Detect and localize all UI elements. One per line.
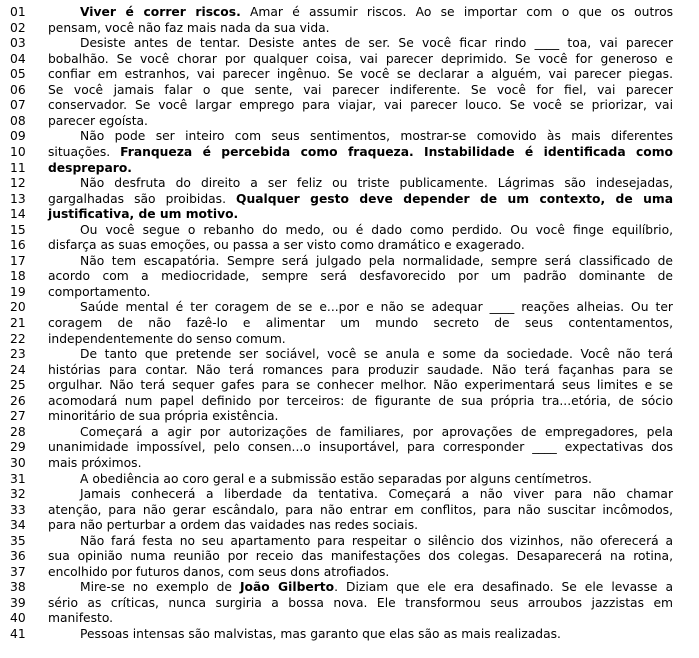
text-segment: mais próximos. (48, 455, 142, 470)
line-number: 01 (10, 5, 26, 19)
text-segment: coragem de não fazê-lo e alimentar um mundo secreto de seus contentamentos, (48, 316, 673, 330)
line-number: 08 (10, 113, 26, 128)
line-number: 13 (10, 191, 26, 206)
text-segment: sério as críticas, nunca surgiria a bossa nova. Ele transformou seus arroubos jazzistas em (48, 595, 673, 610)
line-text (48, 456, 673, 471)
text-line (0, 565, 699, 580)
text-segment: Começará a agir por autorizações de familiares, por aprovações de empregadores, pela (80, 424, 673, 439)
text-line (0, 129, 699, 144)
line-text (48, 316, 673, 331)
line-text (48, 472, 673, 487)
line-text (48, 129, 673, 144)
text-line (0, 332, 699, 347)
line-text (48, 425, 673, 440)
line-number: 22 (10, 331, 26, 346)
line-number: 31 (10, 471, 26, 486)
line-text (48, 300, 673, 315)
line-text (48, 36, 673, 51)
line-text (48, 207, 673, 222)
text-segment: . Diziam que ele era desafinado. Se ele levasse a (334, 580, 674, 595)
text-line (0, 440, 699, 455)
text-segment: De tanto que pretende ser sociável, você se anula e some da sociedade. Você não terá (80, 347, 673, 362)
line-number: 03 (10, 36, 26, 51)
line-number: 04 (10, 51, 26, 66)
line-text (48, 83, 673, 98)
text-line (0, 300, 699, 315)
text-line (0, 580, 699, 595)
line-number: 09 (10, 129, 26, 144)
text-line (0, 161, 699, 176)
line-text (48, 223, 673, 238)
bold-text: João Gilberto (239, 580, 335, 595)
text-line (0, 549, 699, 564)
line-number: 21 (10, 316, 26, 330)
text-segment: orgulhar. Não terá sequer gafes para se conhecer melhor. Não experimentará seus limites e se (48, 378, 673, 393)
line-number: 27 (10, 409, 26, 424)
text-line (0, 487, 699, 502)
line-text (48, 565, 673, 580)
line-text (48, 549, 673, 564)
bold-text: justificativa, de um motivo. (48, 207, 239, 222)
line-number: 07 (10, 98, 26, 113)
text-segment: Pessoas intensas são malvistas, mas garanto que elas são as mais realizadas. (80, 627, 561, 641)
text-line (0, 456, 699, 471)
line-text (48, 67, 673, 82)
text-line (0, 347, 699, 362)
text-line (0, 378, 699, 393)
text-segment: bobalhão. Se você chorar por qualquer coisa, vai parecer deprimido. Se você for generoso e (48, 51, 673, 66)
line-number: 38 (10, 580, 26, 595)
text-segment: pensam, você não faz mais nada da sua vida. (48, 20, 330, 35)
text-segment: Amar é assumir riscos. Ao se importar com o que os outros (240, 5, 673, 19)
line-text (48, 534, 673, 549)
line-text (48, 285, 673, 300)
line-number: 33 (10, 502, 26, 517)
text-segment: disfarça as suas emoções, ou passa a ser visto como dramático e exagerado. (48, 238, 525, 253)
line-text (48, 98, 673, 113)
text-segment: acomodará num papel definido por terceiros: de figurante de sua própria tra...etória, de sócio (48, 393, 673, 408)
line-text (48, 627, 673, 642)
text-line (0, 363, 699, 378)
text-line (0, 425, 699, 440)
text-line (0, 534, 699, 549)
line-text (48, 52, 673, 67)
text-line (0, 611, 699, 626)
text-line (0, 596, 699, 611)
line-number: 10 (10, 144, 26, 159)
line-text (48, 378, 673, 393)
line-number: 28 (10, 424, 26, 439)
line-text (48, 332, 673, 347)
text-segment: confiar em estranhos, vai parecer ingênuo. Se você se declarar a alguém, vai parecer piegas. (48, 67, 673, 82)
line-number: 30 (10, 455, 26, 470)
line-text (48, 611, 673, 626)
line-text (48, 238, 673, 253)
text-segment: Ou você segue o rebanho do medo, ou é dado como perdido. Ou você finge equilíbrio, (80, 222, 673, 237)
text-line (0, 238, 699, 253)
line-number: 06 (10, 82, 26, 97)
bold-text: despreparo. (48, 160, 132, 175)
text-segment: acordo com a mediocridade, sempre será desfavorecido por um padrão dominante de (48, 269, 673, 284)
text-line (0, 52, 699, 67)
line-text (48, 347, 673, 362)
text-line (0, 627, 699, 642)
line-number: 18 (10, 269, 26, 284)
text-segment: situações. (48, 144, 121, 159)
line-number: 24 (10, 362, 26, 377)
line-text (48, 269, 673, 284)
text-line (0, 316, 699, 331)
text-segment: Não tem escapatória. Sempre será julgado pela normalidade, sempre será classificado de (80, 253, 673, 268)
line-number: 29 (10, 440, 26, 455)
text-segment: minoritário de sua própria existência. (48, 409, 279, 424)
line-number: 12 (10, 176, 26, 191)
line-text (48, 440, 673, 455)
text-segment: para não perturbar a ordem das vaidades nas redes sociais. (48, 518, 419, 533)
text-line (0, 114, 699, 129)
line-number: 15 (10, 222, 26, 237)
line-number: 25 (10, 378, 26, 393)
line-number: 32 (10, 487, 26, 502)
text-line (0, 394, 699, 409)
line-number: 05 (10, 67, 26, 82)
text-segment: Jamais conhecerá a liberdade da tentativa. Começará a não viver para não chamar (80, 487, 673, 502)
line-text (48, 503, 673, 518)
text-line (0, 98, 699, 113)
line-number: 11 (10, 160, 26, 175)
line-text (48, 161, 673, 176)
text-line (0, 409, 699, 424)
line-text (48, 176, 673, 191)
text-segment: Mire-se no exemplo de (80, 580, 240, 595)
text-line (0, 472, 699, 487)
line-number: 41 (10, 627, 26, 641)
line-number: 34 (10, 518, 26, 533)
text-line (0, 269, 699, 284)
text-segment: Não fará festa no seu apartamento para respeitar o silêncio dos vizinhos, não oferecerá a (80, 533, 673, 548)
text-segment: conservador. Se você largar emprego para viajar, vai parecer louco. Se você se priorizar, vai (48, 98, 673, 113)
text-segment: sua opinião numa reunião por receio das manifestações dos colegas. Desaparecerá na rotina, (48, 549, 673, 564)
line-text (48, 580, 673, 595)
text-line (0, 83, 699, 98)
text-segment: Desiste antes de tentar. Desiste antes de ser. Se você ficar rindo ____ toa, vai parecer (80, 36, 673, 51)
text-segment: Saúde mental é ter coragem de se e...por e não se adequar ____ reações alheias. Ou ter (80, 300, 673, 315)
line-number: 39 (10, 595, 26, 610)
text-segment: parecer egoísta. (48, 113, 148, 128)
line-number: 20 (10, 300, 26, 315)
text-line (0, 192, 699, 207)
line-text (48, 518, 673, 533)
line-text (48, 394, 673, 409)
text-segment: A obediência ao coro geral e a submissão estão separadas por alguns centímetros. (80, 471, 592, 486)
text-segment: histórias para contar. Não terá romances para produzir saudade. Não terá façanhas para se (48, 362, 673, 377)
line-text (48, 254, 673, 269)
text-segment: unanimidade impossível, pelo consen...o insuportável, para corresponder ____ expectativas dos (48, 440, 673, 455)
text-line (0, 254, 699, 269)
line-number: 16 (10, 238, 26, 253)
line-number: 14 (10, 207, 26, 222)
text-segment: manifesto. (48, 611, 114, 626)
line-text (48, 363, 673, 378)
line-text (48, 114, 673, 129)
text-segment: comportamento. (48, 284, 151, 299)
line-text (48, 5, 673, 20)
line-number: 26 (10, 393, 26, 408)
text-segment: encolhido por futuros danos, com seus dons atrofiados. (48, 564, 390, 579)
line-text (48, 487, 673, 502)
text-line (0, 223, 699, 238)
line-number: 23 (10, 347, 26, 362)
line-text (48, 409, 673, 424)
line-number: 35 (10, 533, 26, 548)
line-text (48, 145, 673, 160)
text-line (0, 518, 699, 533)
line-number: 37 (10, 564, 26, 579)
line-number: 17 (10, 253, 26, 268)
text-segment: Não pode ser inteiro com seus sentimentos, mostrar-se comovido às mais diferentes (80, 129, 673, 144)
text-line (0, 145, 699, 160)
text-line (0, 67, 699, 82)
bold-text: Qualquer gesto deve depender de um contexto, de uma (236, 191, 673, 206)
line-text (48, 192, 673, 207)
text-line (0, 36, 699, 51)
line-number: 02 (10, 20, 26, 35)
text-segment: Se você jamais falar o que sente, vai parecer indiferente. Se você for fiel, vai parecer (48, 82, 673, 97)
text-segment: independentemente do senso comum. (48, 331, 286, 346)
line-number: 36 (10, 549, 26, 564)
text-segment: atenção, para não gerar escândalo, para não entrar em conflitos, para não suscitar incômodos, (48, 502, 673, 517)
text-segment: Não desfruta do direito a ser feliz ou triste publicamente. Lágrimas são indesejadas, (80, 176, 673, 191)
line-text (48, 596, 673, 611)
line-number: 19 (10, 284, 26, 299)
text-line (0, 207, 699, 222)
text-line (0, 176, 699, 191)
text-segment: gargalhadas são proibidas. (48, 191, 237, 206)
text-line (0, 285, 699, 300)
bold-text: Franqueza é percebida como fraqueza. Instabilidade é identificada como (120, 144, 673, 159)
line-text (48, 21, 673, 36)
line-number: 40 (10, 611, 26, 626)
text-line (0, 503, 699, 518)
text-line (0, 21, 699, 36)
bold-text: Viver é correr riscos. (80, 5, 241, 19)
text-line (0, 5, 699, 20)
